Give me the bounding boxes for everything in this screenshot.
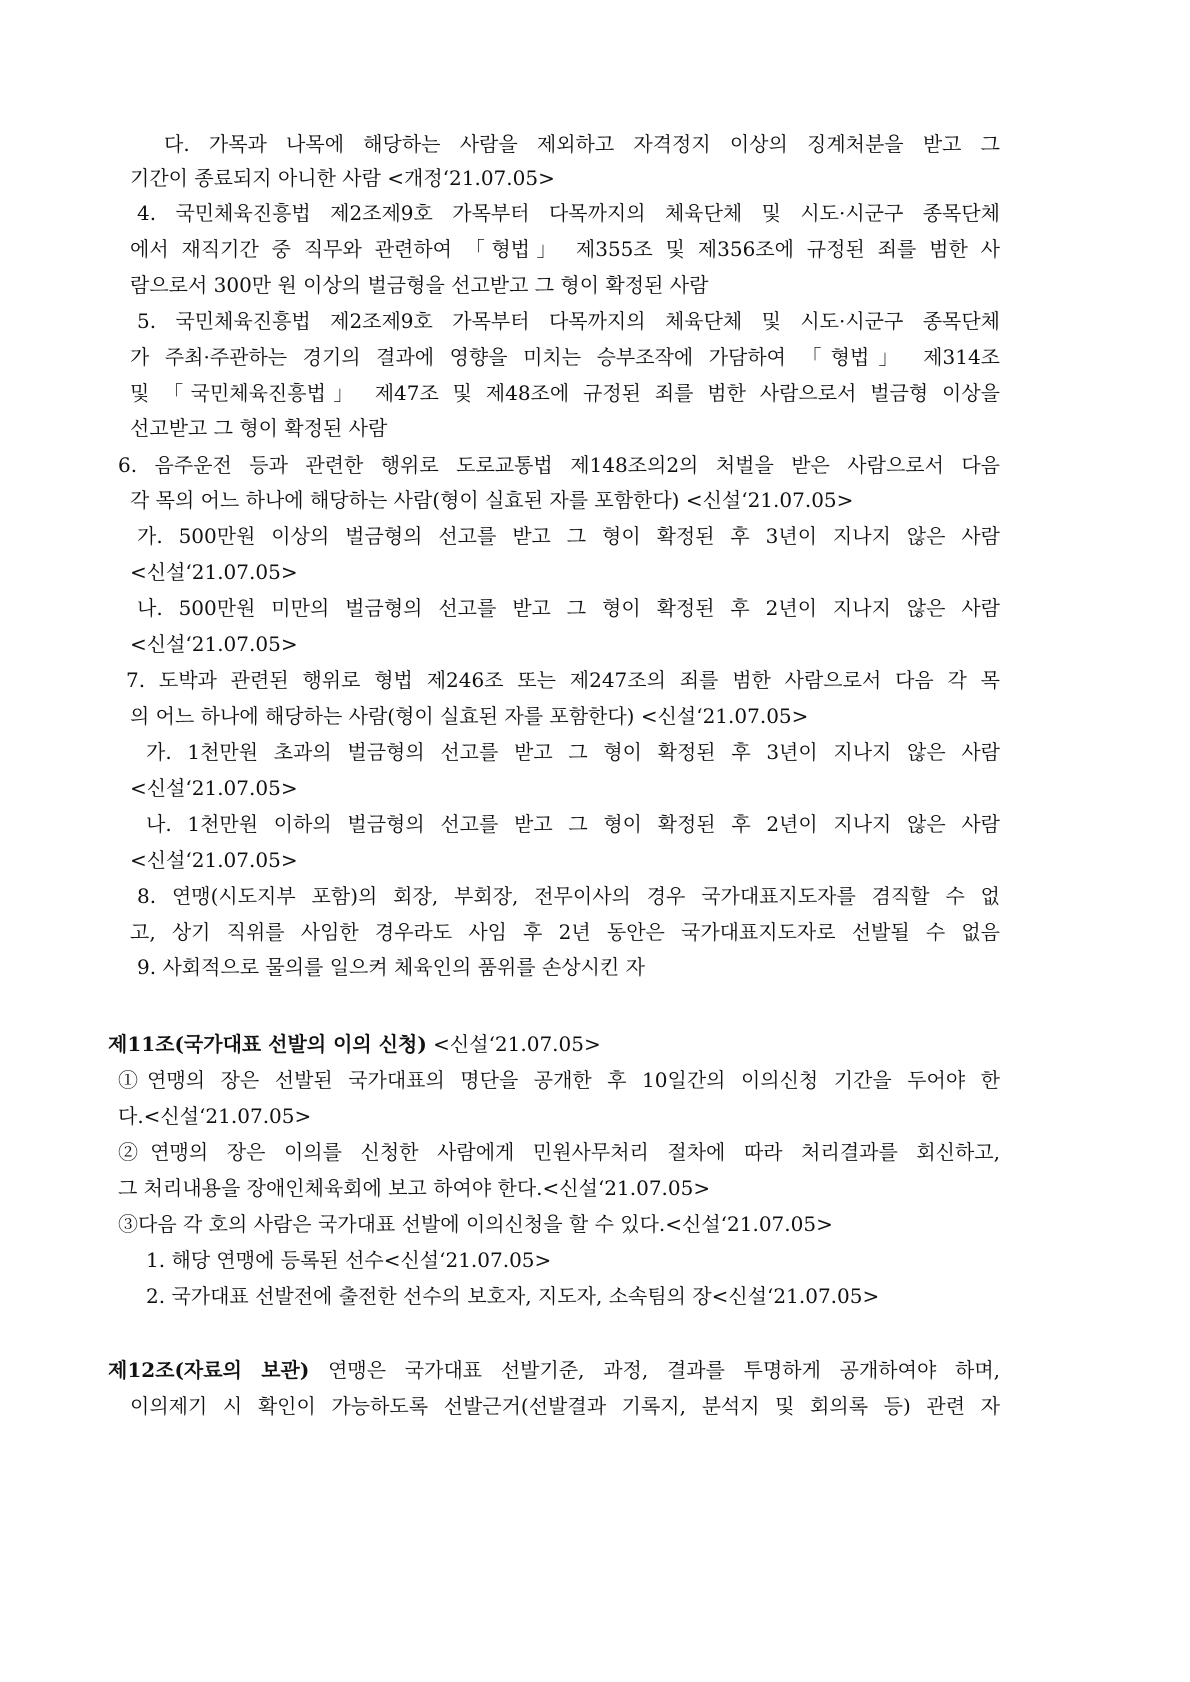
article-11-p1-line-1: ①연맹의 장은 선발된 국가대표의 명단을 공개한 후 10일간의 이의신청 기간을 두어야 한 xyxy=(118,1068,1000,1092)
item-7-ga-line-2: <신설‘21.07.05> xyxy=(130,776,298,800)
article-11-p1-line-2: 다.<신설‘21.07.05> xyxy=(118,1104,312,1128)
item-6-line-2: 각 목의 어느 하나에 해당하는 사람(형이 실효된 자를 포함한다) <신설‘21.07.05> xyxy=(130,488,854,512)
item-7-line-2: 의 어느 하나에 해당하는 사람(형이 실효된 자를 포함한다) <신설‘21.07.05> xyxy=(130,704,809,728)
item-5-line-1: 5. 국민체육진흥법 제2조제9호 가목부터 다목까지의 체육단체 및 시도·시군구 종목단체 xyxy=(137,309,1000,333)
item-5-line-4: 선고받고 그 형이 확정된 사람 xyxy=(130,416,388,440)
article-11-heading xyxy=(108,1030,601,1058)
item-da-line-2: 기간이 종료되지 아니한 사람 <개정‘21.07.05> xyxy=(130,166,555,190)
item-da-line-1: 다. 가목과 나목에 해당하는 사람을 제외하고 자격정지 이상의 징계처분을 받고 그 xyxy=(164,132,1000,156)
article-11-p3-line-1: ③다음 각 호의 사람은 국가대표 선발에 이의신청을 할 수 있다.<신설‘21.07.05> xyxy=(118,1212,833,1236)
article-11-title: 제11조(국가대표 선발의 이의 신청) xyxy=(108,1032,427,1056)
item-6-ga-line-2: <신설‘21.07.05> xyxy=(130,560,298,584)
article-12-line-1 xyxy=(108,1356,1000,1384)
item-4-line-2: 에서 재직기간 중 직무와 관련하여 「형법」 제355조 및 제356조에 규정된 죄를 범한 사 xyxy=(130,237,1000,261)
item-9-line-1: 9. 사회적으로 물의를 일으켜 체육인의 품위를 손상시킨 자 xyxy=(137,955,645,979)
article-11-p2-line-2: 그 처리내용을 장애인체육회에 보고 하여야 한다.<신설‘21.07.05> xyxy=(118,1176,711,1200)
article-11-p3-item-1: 1. 해당 연맹에 등록된 선수<신설‘21.07.05> xyxy=(146,1248,552,1272)
item-4-line-3: 람으로서 300만 원 이상의 벌금형을 선고받고 그 형이 확정된 사람 xyxy=(130,273,709,297)
item-6-line-1: 6. 음주운전 등과 관련한 행위로 도로교통법 제148조의2의 처벌을 받은 사람으로서 다음 xyxy=(118,453,1000,477)
item-6-ga-line-1: 가. 500만원 이상의 벌금형의 선고를 받고 그 형이 확정된 후 3년이 지나지 않은 사람 xyxy=(137,524,1000,548)
item-7-line-1: 7. 도박과 관련된 행위로 형법 제246조 또는 제247조의 죄를 범한 사람으로서 다음 각 목 xyxy=(126,668,1000,692)
item-8-line-1: 8. 연맹(시도지부 포함)의 회장, 부회장, 전무이사의 경우 국가대표지도자를 겸직할 수 없 xyxy=(137,884,1000,908)
item-7-ga-line-1: 가. 1천만원 초과의 벌금형의 선고를 받고 그 형이 확정된 후 3년이 지나지 않은 사람 xyxy=(146,740,1000,764)
article-12-line-2: 이의제기 시 확인이 가능하도록 선발근거(선발결과 기록지, 분석지 및 회의록 등) 관련 자 xyxy=(130,1394,1000,1418)
item-7-na-line-1: 나. 1천만원 이하의 벌금형의 선고를 받고 그 형이 확정된 후 2년이 지나지 않은 사람 xyxy=(146,812,1000,836)
article-11-note: <신설‘21.07.05> xyxy=(433,1032,601,1056)
item-4-line-1: 4. 국민체육진흥법 제2조제9호 가목부터 다목까지의 체육단체 및 시도·시군구 종목단체 xyxy=(137,201,1000,225)
item-7-na-line-2: <신설‘21.07.05> xyxy=(130,848,298,872)
item-6-na-line-2: <신설‘21.07.05> xyxy=(130,632,298,656)
item-5-line-3: 및 「국민체육진흥법」 제47조 및 제48조에 규정된 죄를 범한 사람으로서 벌금형 이상을 xyxy=(130,381,1000,405)
item-8-line-2: 고, 상기 직위를 사임한 경우라도 사임 후 2년 동안은 국가대표지도자로 선발될 수 없음 xyxy=(130,920,1000,944)
item-5-line-2: 가 주최·주관하는 경기의 결과에 영향을 미치는 승부조작에 가담하여 「형법」 제314조 xyxy=(130,345,1000,369)
article-12-title: 제12조(자료의 보관) xyxy=(108,1358,310,1382)
article-11-p3-item-2: 2. 국가대표 선발전에 출전한 선수의 보호자, 지도자, 소속팀의 장<신설‘21.07.05> xyxy=(146,1284,880,1308)
article-12-line-1-text: 연맹은 국가대표 선발기준, 과정, 결과를 투명하게 공개하여야 하며, xyxy=(328,1358,1001,1382)
article-11-p2-line-1: ②연맹의 장은 이의를 신청한 사람에게 민원사무처리 절차에 따라 처리결과를 회신하고, xyxy=(118,1140,1000,1164)
item-6-na-line-1: 나. 500만원 미만의 벌금형의 선고를 받고 그 형이 확정된 후 2년이 지나지 않은 사람 xyxy=(137,596,1000,620)
